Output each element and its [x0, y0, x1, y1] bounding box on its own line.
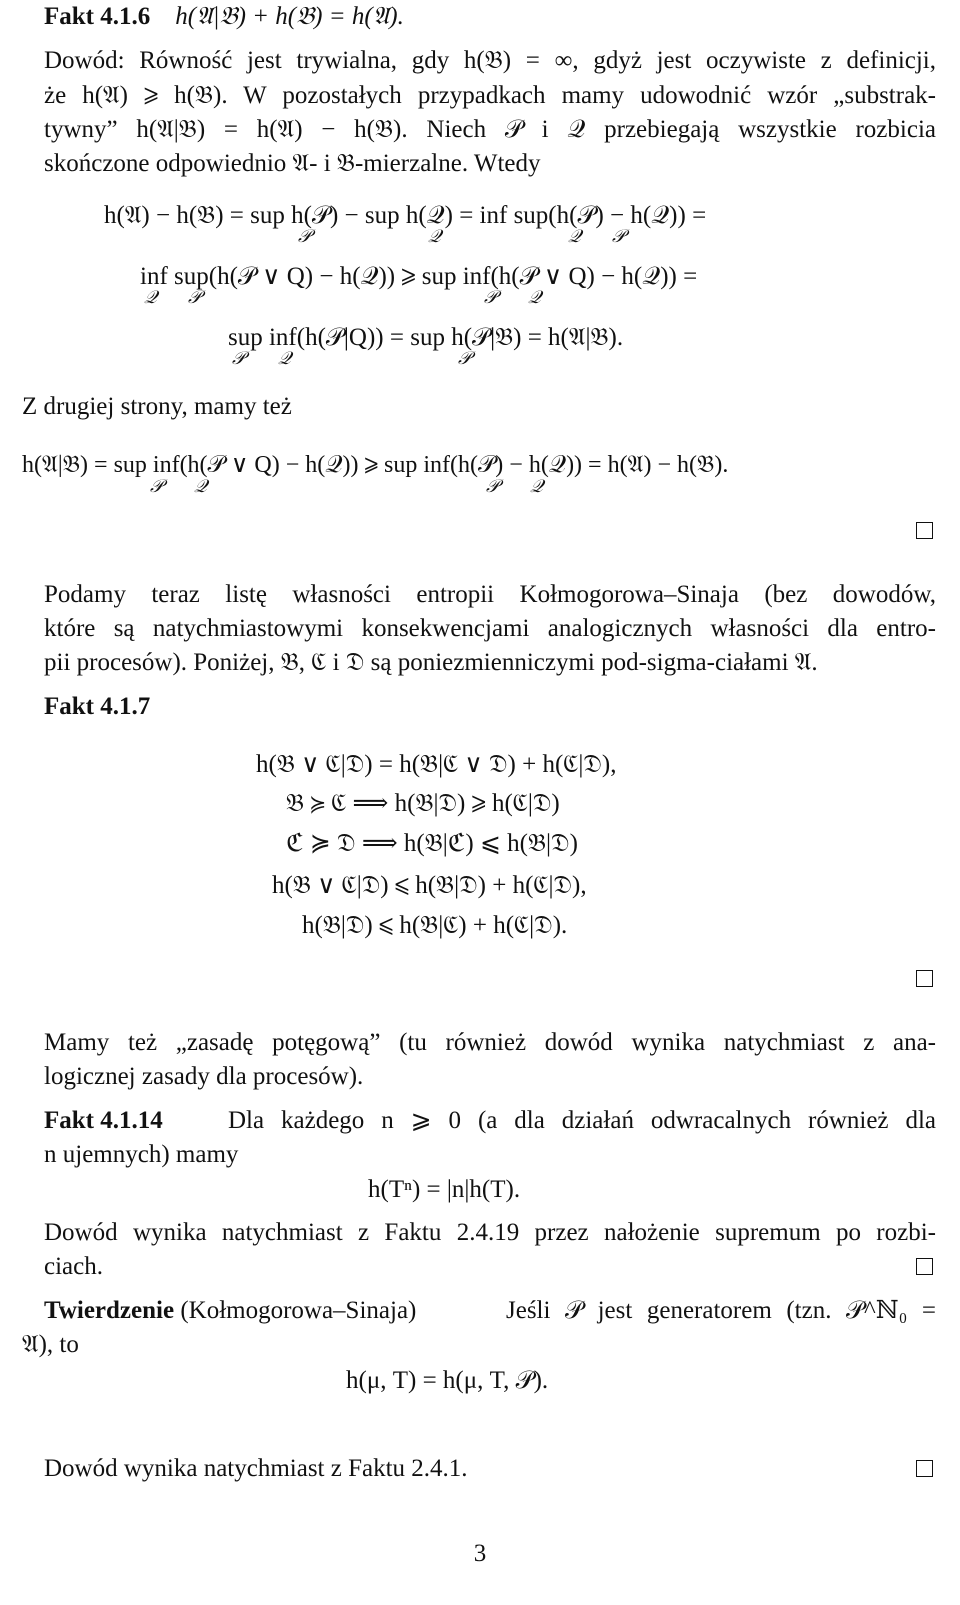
fakt-416-statement: h(𝔄|𝔅) + h(𝔅) = h(𝔄).	[175, 3, 404, 30]
proof-416-line-1: Dowód: Równość jest trywialna, gdy h(𝔅) = ∞, gdyż jest oczywiste z definicji,	[44, 47, 936, 74]
theorem-heading	[44, 1296, 416, 1326]
fakt-416-heading	[44, 2, 404, 32]
theorem-name: (Kołmogorowa–Sinaja)	[180, 1297, 417, 1324]
proof-416-line-2: że h(𝔄) ⩾ h(𝔅). W pozostałych przypadkach mamy udowodnić wzór „substrak-	[44, 82, 936, 109]
fakt-4114-label	[44, 1106, 163, 1136]
sub-q: 𝒬	[530, 476, 543, 496]
intro-line-1: Podamy teraz listę własności entropii Kołmogorowa–Sinaja (bez dowodów,	[44, 581, 936, 608]
proof-416-line-3: tywny” h(𝔄|𝔅) = h(𝔄) − h(𝔅). Niech 𝒫 i 𝒬 przebiegają wszystkie rozbicia	[44, 116, 936, 143]
theorem-line-2: 𝔄), to	[22, 1331, 79, 1358]
other-side-text: Z drugiej strony, mamy też	[22, 393, 292, 420]
equation-3: sup inf(h(𝒫|Q)) = sup h(𝒫|𝔅) = h(𝔄|𝔅).	[228, 324, 624, 351]
theorem-proof: Dowód wynika natychmiast z Faktu 2.4.1.	[44, 1455, 468, 1482]
equation-1: h(𝔄) − h(𝔅) = sup h(𝒫) − sup h(𝒬) = inf sup(h(𝒫) − h(𝒬)) =	[104, 202, 707, 229]
qed-square	[916, 1460, 933, 1477]
fakt-416-label: Fakt 4.1.6	[44, 3, 151, 30]
power-rule-line-2: logicznej zasady dla procesów).	[44, 1063, 364, 1090]
fakt-4114-line-2: n ujemnych) mamy	[44, 1141, 239, 1168]
fakt-4114-proof-line-1: Dowód wynika natychmiast z Faktu 2.4.19 przez nałożenie supremum po rozbi-	[44, 1219, 936, 1246]
fakt-417-formula-5: h(𝔅|𝔇) ⩽ h(𝔅|ℭ) + h(ℭ|𝔇).	[302, 912, 568, 939]
sub-q: 𝒬	[278, 348, 291, 368]
sub-p: 𝒫	[484, 287, 497, 307]
equation-4: h(𝔄|𝔅) = sup inf(h(𝒫 ∨ Q) − h(𝒬)) ⩾ sup inf(h(𝒫) − h(𝒬)) = h(𝔄) − h(𝔅).	[22, 452, 729, 478]
fakt-4114-line-1: Dla każdego n ⩾ 0 (a dla działań odwracalnych również dla	[228, 1107, 936, 1134]
fakt-417-formula-2: 𝔅 ≽ ℭ ⟹ h(𝔅|𝔇) ⩾ h(ℭ|𝔇)	[286, 790, 560, 817]
fakt-4114-formula: h(Tⁿ) = |n|h(T).	[368, 1176, 521, 1203]
power-rule-line-1: Mamy też „zasadę potęgową” (tu również dowód wynika natychmiast z ana-	[44, 1029, 936, 1056]
sub-q: 𝒬	[568, 226, 581, 246]
sub-q: 𝒬	[428, 226, 441, 246]
sub-q: 𝒬	[144, 287, 157, 307]
fakt-417-formula-3: ℭ ≽ 𝔇 ⟹ h(𝔅|ℭ) ⩽ h(𝔅|𝔇)	[286, 830, 578, 857]
sub-p: 𝒫	[188, 287, 201, 307]
theorem-line-1: Jeśli 𝒫 jest generatorem (tzn. 𝒫^ℕ₀ =	[506, 1297, 936, 1324]
qed-square	[916, 970, 933, 987]
fakt-4114-proof-line-2: ciach.	[44, 1253, 103, 1280]
sub-p: 𝒫	[458, 348, 471, 368]
sub-p: 𝒫	[150, 476, 163, 496]
equation-2: inf sup(h(𝒫 ∨ Q) − h(𝒬)) ⩾ sup inf(h(𝒫 ∨ Q) − h(𝒬)) =	[140, 263, 698, 290]
qed-square	[916, 522, 933, 539]
qed-square	[916, 1258, 933, 1275]
fakt-417-formula-4: h(𝔅 ∨ ℭ|𝔇) ⩽ h(𝔅|𝔇) + h(ℭ|𝔇),	[272, 872, 587, 899]
intro-line-2: które są natychmiastowymi konsekwencjami analogicznych własności dla entro-	[44, 615, 936, 642]
page-number: 3	[473, 1540, 487, 1567]
sub-q: 𝒬	[528, 287, 541, 307]
theorem-formula: h(μ, T) = h(μ, T, 𝒫).	[346, 1367, 549, 1394]
intro-line-3: pii procesów). Poniżej, 𝔅, ℭ i 𝔇 są poniezmienniczymi pod-sigma-ciałami 𝔄.	[44, 649, 818, 676]
theorem-label: Twierdzenie	[44, 1297, 175, 1324]
fakt-417-formula-1: h(𝔅 ∨ ℭ|𝔇) = h(𝔅|ℭ ∨ 𝔇) + h(ℭ|𝔇),	[256, 751, 617, 778]
sub-p: 𝒫	[298, 226, 311, 246]
sub-q: 𝒬	[194, 476, 207, 496]
fakt-4114-label-text: Fakt 4.1.14	[44, 1107, 163, 1134]
proof-416-line-4: skończone odpowiednio 𝔄- i 𝔅-mierzalne. Wtedy	[44, 150, 541, 177]
sub-p: 𝒫	[612, 226, 625, 246]
sub-p: 𝒫	[232, 348, 245, 368]
fakt-417-label-text: Fakt 4.1.7	[44, 693, 151, 720]
sub-p: 𝒫	[486, 476, 499, 496]
fakt-417-label	[44, 692, 150, 722]
